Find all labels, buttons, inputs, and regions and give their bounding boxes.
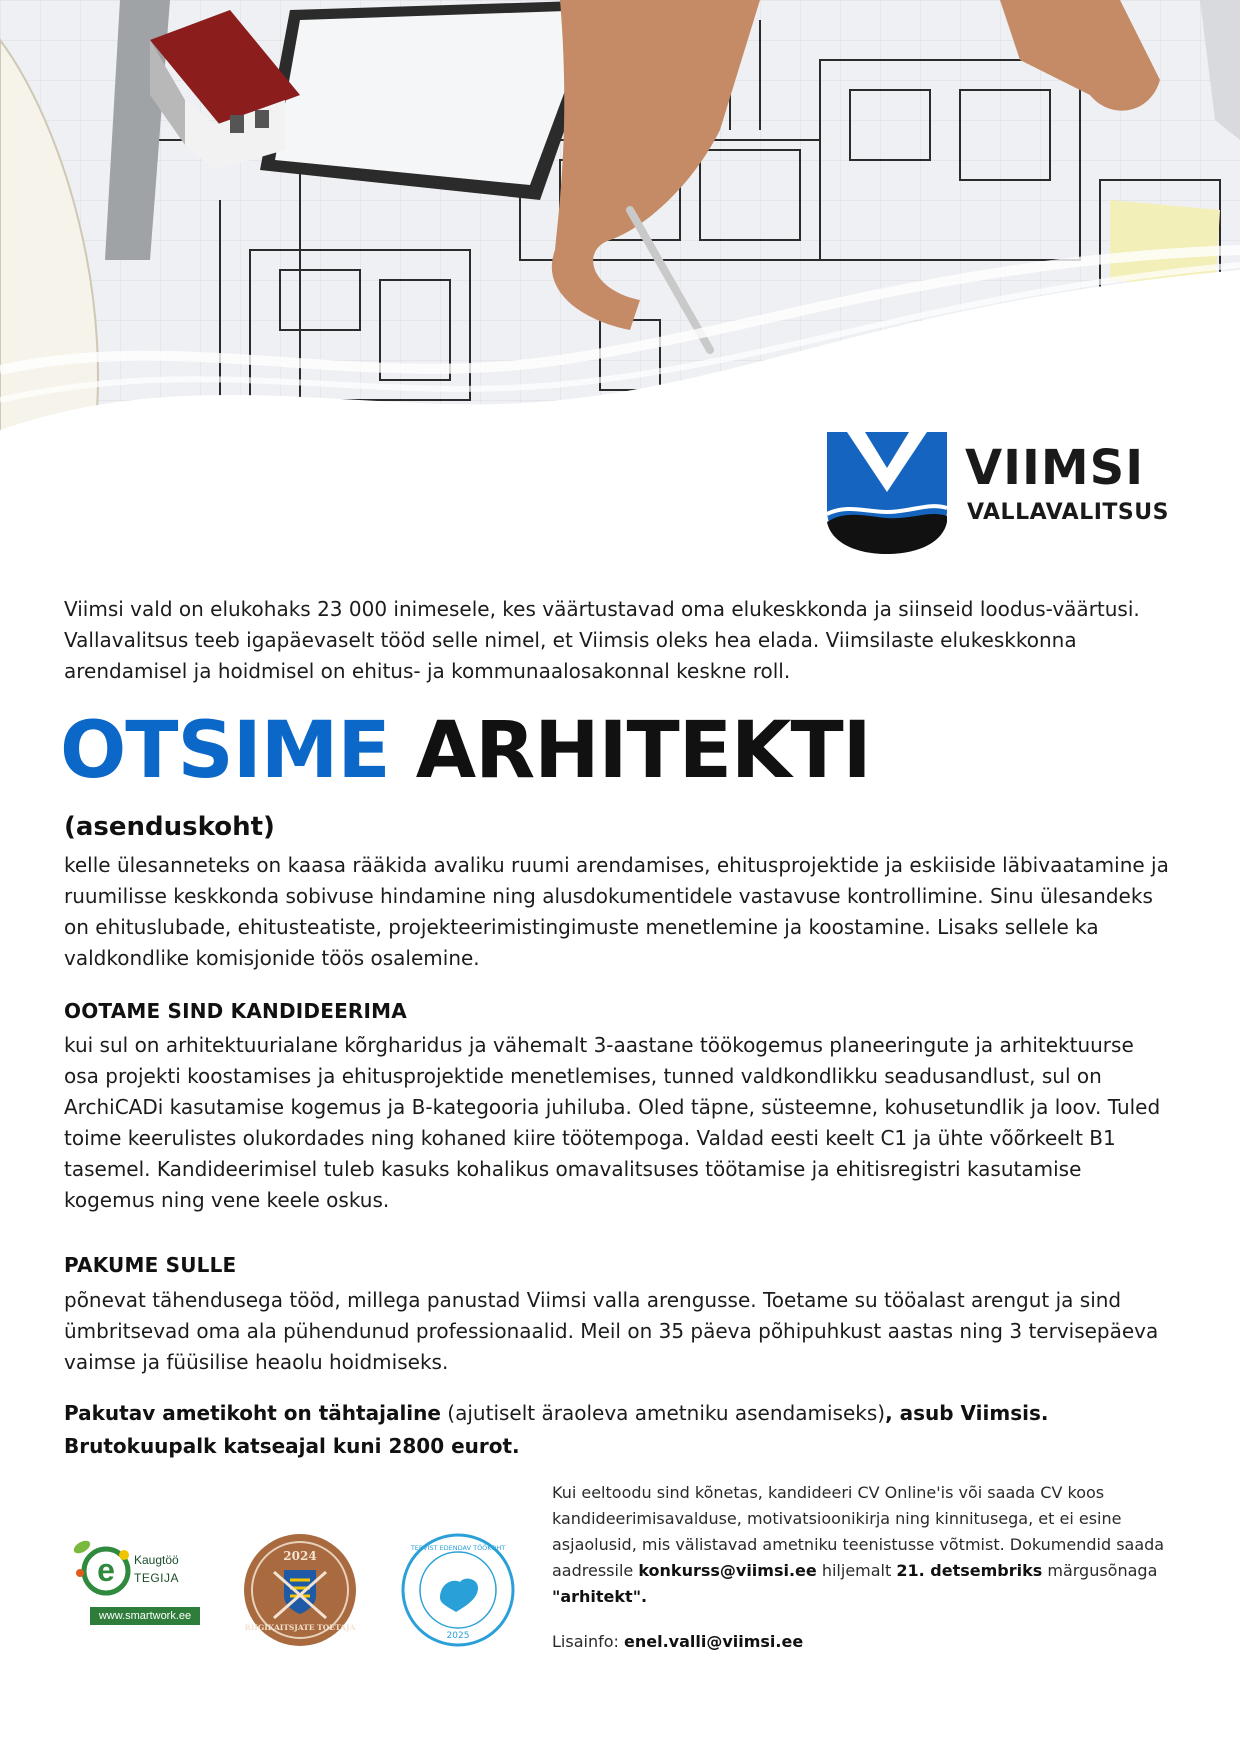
summary-bold-2: , asub Viimsis. [885,1401,1049,1425]
health-year: 2025 [446,1631,470,1641]
logo-name: VIIMSI [965,440,1145,496]
riigikaitsjate-toetaja-badge [242,1532,358,1648]
health-text: TERVIST EDENDAV TÖÖKOHT [410,1544,506,1552]
duties-paragraph: kelle ülesanneteks on kaasa rääkida avaliku ruumi arendamises, ehitusprojektide ja eskiiside läbivaatamine ja ruumilisse keskkonda sobivuse hindamine ning alusdokumentidele vastavuse kontrollimine. Sinu ülesandeks on ehituslubade, ehitusteatiste, projekteerimistingimuste menetlemine ja koostamine. Lisaks sellele ka valdkondlike komisjonide töös osalemine. [64,853,1169,970]
tervist-edendav-tookoht-badge [400,1532,516,1648]
summary-normal: (ajutiselt äraoleva ametniku asendamiseks) [440,1401,886,1425]
salary-line: Brutokuupalk katseajal kuni 2800 eurot. [64,1434,520,1458]
summary-bold-1: Pakutav ametikoht on tähtajaline [64,1401,441,1425]
rk-year: 2024 [283,1549,317,1563]
smartwork-site-text: www.smartwork.ee [90,1607,200,1625]
headline-part1: OTSIME [60,706,390,796]
apply-paragraph [552,1480,1172,1610]
apply-deadline: 21. detsembriks [896,1561,1043,1580]
subtitle: (asenduskoht) [64,812,275,842]
headline-part2: ARHITEKTI [415,706,871,796]
apply-email-link[interactable]: konkurss@viimsi.ee [638,1561,817,1580]
smartwork-bottom-text: TEGIJA [134,1571,180,1585]
logo-subtitle: VALLAVALITSUS [967,500,1169,525]
smartwork-top-text: Kaugtöö [134,1553,179,1567]
apply-keyword: "arhitekt". [552,1587,648,1606]
requirements-title: OOTAME SIND KANDIDEERIMA [64,999,407,1023]
info-email-link[interactable]: enel.valli@viimsi.ee [623,1632,804,1651]
headline [60,706,871,796]
health-promoting-workplace-icon [400,1532,516,1648]
requirements-paragraph: kui sul on arhitektuurialane kõrgharidus ja vähemalt 3-aastane töökogemus planeeringute ja arhitektuurse osa projekti koostamises ja ehitusprojektide menetlemises, tunned valdkondlikku seadusandlust, sul on ArchiCADi kasutamise kogemus ja B-kategooria juhiluba. Oled täpne, süsteemne, kohusetundlik ja loov. Tuled toime keerulistes olukordades ning kohaned kiire töötempoga. Valdad eesti keelt C1 ja ühte võõrkeelt B1 tasemel. Kandideerimisel tuleb kasuks kohalikus omavalitsuses töötamise ja ehitisregistri kasutamise kogemus ning vene keele oskus. [64,1033,1161,1212]
apply-text-2: hiljemalt [816,1561,897,1580]
offer-paragraph: põnevat tähendusega tööd, millega panustad Viimsi valla arengusse. Toetame su tööalast arengut ja sind ümbritsevad oma ala pühendunud professionaalid. Meil on 35 päeva põhipuhkust aastas ning 3 tervisepäeva vaimse ja füüsilise heaolu hoidmiseks. [64,1288,1159,1374]
viimsi-logo[interactable] [825,430,1185,560]
smartwork-e-icon [70,1535,134,1601]
svg-text:e: e [97,1552,115,1588]
defense-supporter-emblem-icon [242,1532,358,1648]
smartwork-badge [70,1535,210,1627]
offer-title: PAKUME SULLE [64,1253,237,1277]
rk-text: RIIGIKAITSJATE TOETAJA [244,1623,356,1632]
apply-text-3: märgusõnaga [1042,1561,1158,1580]
viimsi-crest-icon [825,430,949,556]
intro-paragraph: Viimsi vald on elukohaks 23 000 inimesele, kes väärtustavad oma elukeskkonda ja siinseid loodus-väärtusi. Vallavalitsus teeb igapäevaselt tööd selle nimel, et Viimsis oleks hea elada. Viimsilaste elukeskkonna arendamisel ja hoidmisel on ehitus- ja kommunaalosakonnal keskne roll. [64,597,1140,683]
info-label: Lisainfo: [552,1632,624,1651]
position-summary [64,1397,1174,1463]
apply-text-1: Kui eeltoodu sind kõnetas, kandideeri CV Online'is või saada CV koos kandideerimisavalduse, motivatsioonikirja ning kinnitusega, et ei esine asjaolusid, mis välistavad ametniku teenistusse võtmist. Dokumendid saada aadressile [552,1483,1165,1580]
contact-info [552,1632,803,1651]
